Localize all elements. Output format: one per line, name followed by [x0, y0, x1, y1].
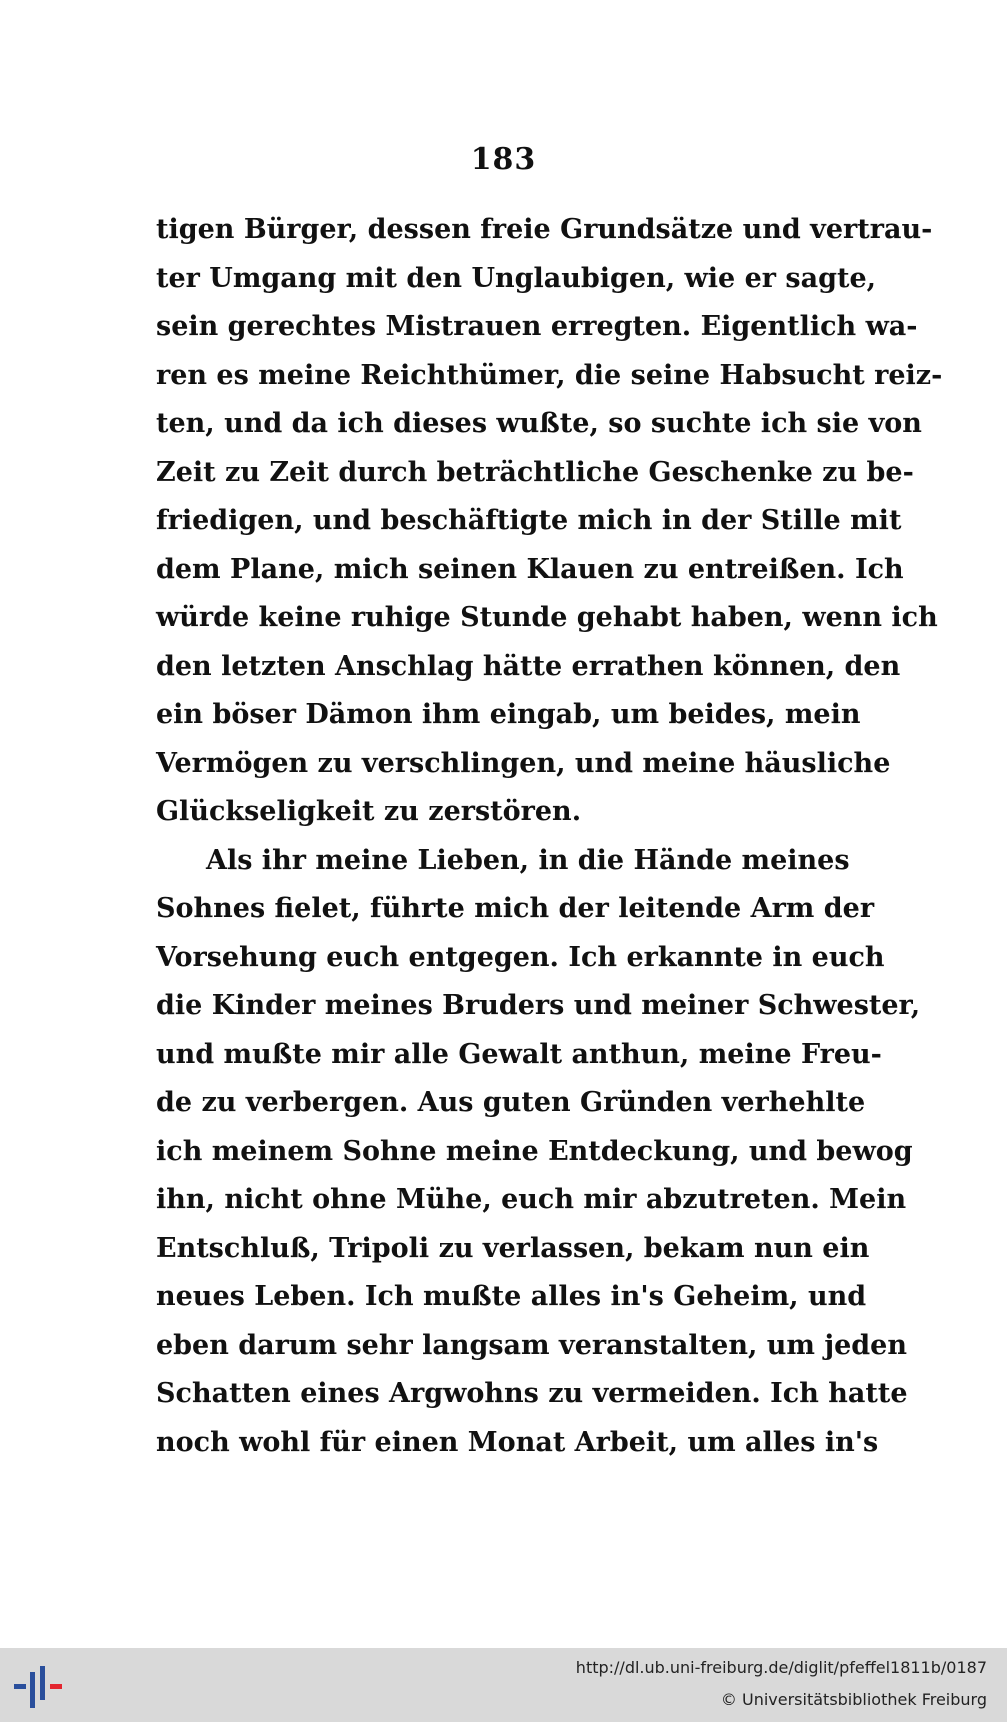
text-line: Sohnes fielet, führte mich der leitende Arm der: [156, 893, 875, 924]
text-line: Zeit zu Zeit durch beträchtliche Geschenke zu be-: [156, 456, 914, 488]
text-line: sein gerechtes Mistrauen erregten. Eigentlich wa-: [156, 311, 918, 342]
footer-bar: [0, 1648, 1007, 1722]
text-block: [156, 206, 943, 1467]
footer-url[interactable]: http://dl.ub.uni-freiburg.de/diglit/pfeffel1811b/0187: [575, 1658, 987, 1677]
text-line: Vermögen zu verschlingen, und meine häusliche: [156, 747, 891, 779]
text-line: eben darum sehr langsam veranstalten, um jeden: [156, 1329, 907, 1361]
text-line: ren es meine Reichthümer, die seine Habsucht reiz-: [156, 359, 943, 391]
text-line: die Kinder meines Bruders und meiner Schwester,: [156, 990, 921, 1021]
text-line: friedigen, und beschäftigte mich in der Stille mit: [156, 505, 902, 536]
text-line: tigen Bürger, dessen freie Grundsätze und vertrau-: [156, 214, 933, 245]
text-line: den letzten Anschlag hätte errathen können, den: [156, 650, 901, 682]
text-line: ich meinem Sohne meine Entdeckung, und bewog: [156, 1135, 913, 1167]
text-line: und mußte mir alle Gewalt anthun, meine Freu-: [156, 1038, 882, 1070]
text-line: de zu verbergen. Aus guten Gründen verhehlte: [156, 1087, 866, 1118]
text-line: würde keine ruhige Stunde gehabt haben, wenn ich: [156, 602, 938, 633]
page-number: 183: [470, 142, 537, 177]
text-line: noch wohl für einen Monat Arbeit, um alles in's: [156, 1426, 879, 1458]
text-line: Als ihr meine Lieben, in die Hände meines: [206, 844, 850, 876]
text-line: ter Umgang mit den Unglaubigen, wie er sagte,: [156, 262, 877, 294]
text-line: Vorsehung euch entgegen. Ich erkannte in euch: [156, 941, 885, 973]
text-line: neues Leben. Ich mußte alles in's Geheim, und: [156, 1281, 867, 1312]
footer-copyright: © Universitätsbibliothek Freiburg: [720, 1690, 987, 1709]
ub-freiburg-logo-icon: [14, 1664, 64, 1708]
text-line: ten, und da ich dieses wußte, so suchte ich sie von: [156, 408, 922, 439]
text-line: ihn, nicht ohne Mühe, euch mir abzutreten. Mein: [156, 1184, 907, 1215]
text-line: Glückseligkeit zu zerstören.: [156, 796, 582, 827]
text-line: ein böser Dämon ihm eingab, um beides, mein: [156, 699, 861, 730]
text-line: Entschluß, Tripoli zu verlassen, bekam nun ein: [156, 1232, 870, 1264]
text-line: dem Plane, mich seinen Klauen zu entreißen. Ich: [156, 553, 904, 585]
text-line: Schatten eines Argwohns zu vermeiden. Ich hatte: [156, 1378, 908, 1409]
